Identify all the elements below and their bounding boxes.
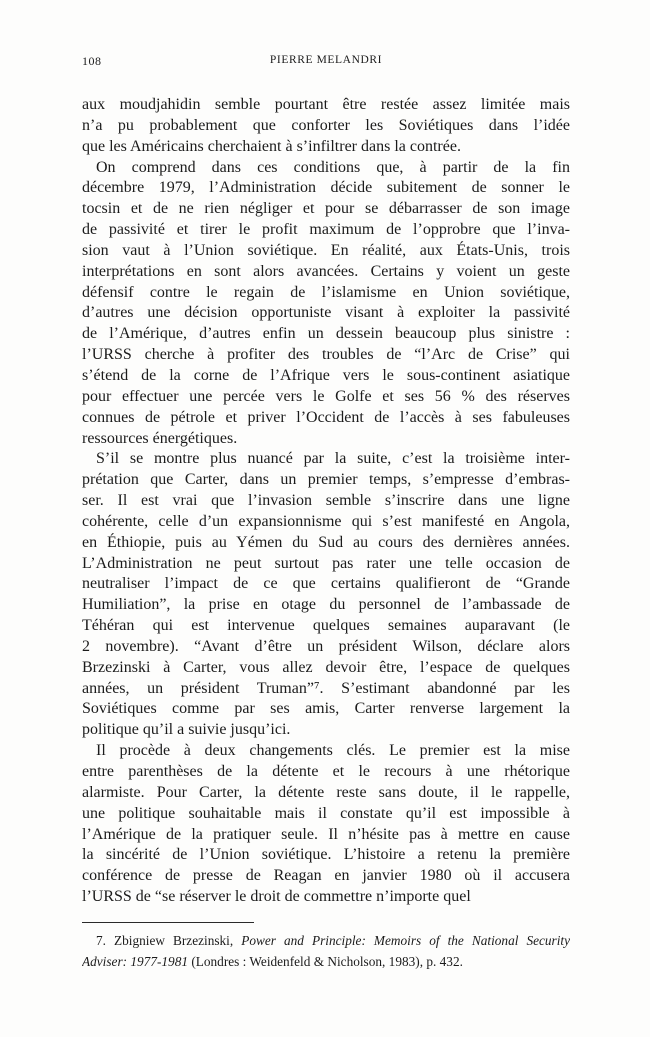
body-text [82, 95, 570, 908]
text-line: S’il se montre plus nuancé par la suite, c’est la troisième inter- [96, 450, 570, 468]
paragraph [82, 158, 570, 450]
text-line: que les Américains cherchaient à s’infiltrer dans la contrée. [82, 137, 461, 155]
text-line: tocsin et de ne rien négliger et pour se débarrasser de son image [82, 200, 570, 218]
text-line: alarmiste. Pour Carter, la détente reste sans doute, il le rappelle, [82, 783, 570, 801]
running-title: PIERRE MELANDRI [269, 54, 383, 66]
footnote-line [82, 952, 570, 973]
footnote-title-italic: Adviser: 1977-1981 [82, 953, 188, 969]
text-line: Humiliation”, la prise en otage du personnel de l’ambassade de [82, 596, 570, 614]
text-line: entre parenthèses de la détente et le recours à une rhétorique [82, 763, 570, 780]
text-line: ressources énergétiques. [82, 429, 238, 447]
text-line: 2 novembre). “Avant d’être un président Wilson, déclare alors [82, 637, 570, 655]
text-line: Soviétiques comme par ses amis, Carter renverse largement la [82, 700, 570, 718]
text-line: interprétations en sont alors avancées. Certains y voient un geste [82, 262, 570, 280]
text-line: neutraliser l’impact de ce que certains qualifieront de “Grande [82, 575, 570, 593]
text-line: cohérente, celle d’un expansionnisme qui s’est manifesté en Angola, [82, 512, 570, 530]
footnote [82, 931, 570, 972]
text-line: L’Administration ne peut surtout pas rater une telle occasion de [82, 554, 570, 572]
text-line: prétation que Carter, dans un premier temps, s’empresse d’embras- [82, 471, 570, 489]
text-line: Téhéran qui est intervenue quelques semaines auparavant (le [82, 617, 570, 635]
text-line: aux moudjahidin semble pourtant être restée assez limitée mais [82, 96, 570, 113]
text-line: s’étend de la corne de l’Afrique vers le sous-continent asiatique [82, 366, 570, 384]
footnote-text: (Londres : Weidenfeld & Nicholson, 1983), p. 432. [188, 953, 463, 969]
text-line: d’autres une décision opportuniste visant à exploiter la passivité [82, 304, 570, 322]
text-line: de passivité et tirer le profit maximum de l’opprobre que l’inva- [82, 221, 570, 239]
text-line: Il procède à deux changements clés. Le premier est la mise [96, 742, 570, 760]
paragraph [82, 741, 570, 908]
text-line: politique qu’il a suivie jusqu’ici. [82, 721, 291, 739]
text-line: n’a pu probablement que conforter les Soviétiques dans l’idée [82, 116, 570, 134]
footnote-text: 7. Zbigniew Brzezinski, [96, 933, 242, 948]
text-line: l’URSS cherche à profiter des troubles de “l’Arc de Crise” qui [82, 346, 570, 364]
paragraph [82, 449, 570, 741]
footnote-line [82, 931, 570, 952]
footnote-title-italic: Power and Principle: Memoirs of the National Security [241, 933, 570, 948]
text-line: de l’Amérique, d’autres enfin un dessein beaucoup plus sinistre : [82, 325, 570, 343]
text-line: l’URSS de “se réserver le droit de commettre n’importe quel [82, 888, 471, 906]
text-line: années, un président Truman”⁷. S’estimant abandonné par les [82, 679, 570, 697]
text-line: la sincérité de l’Union soviétique. L’histoire a retenu la première [82, 846, 570, 864]
text-line: sion vaut à l’Union soviétique. En réalité, aux États-Unis, trois [82, 241, 570, 259]
text-line: décembre 1979, l’Administration décide subitement de sonner le [82, 179, 570, 197]
text-line: une politique souhaitable mais il constate qu’il est impossible à [82, 804, 570, 822]
footnote-separator-rule [82, 922, 254, 923]
page-number: 108 [82, 54, 102, 68]
page-header [82, 54, 570, 70]
text-line: ser. Il est vrai que l’invasion semble s’inscrire dans une ligne [82, 492, 570, 510]
paragraph [82, 95, 570, 158]
text-line: Brzezinski à Carter, vous allez devoir être, l’espace de quelques [82, 658, 570, 676]
text-line: On comprend dans ces conditions que, à partir de la fin [96, 158, 570, 176]
text-line: pour effectuer une percée vers le Golfe et ses 56 % des réserves [82, 387, 570, 405]
text-line: connues de pétrole et priver l’Occident de l’accès à ses fabuleuses [82, 408, 570, 426]
text-line: l’Amérique de la pratiquer seule. Il n’hésite pas à mettre en cause [82, 825, 570, 843]
text-line: défensif contre le regain de l’islamisme en Union soviétique, [82, 283, 570, 301]
text-line: conférence de presse de Reagan en janvier 1980 où il accusera [82, 867, 570, 885]
text-line: en Éthiopie, puis au Yémen du Sud au cours des dernières années. [82, 533, 570, 551]
